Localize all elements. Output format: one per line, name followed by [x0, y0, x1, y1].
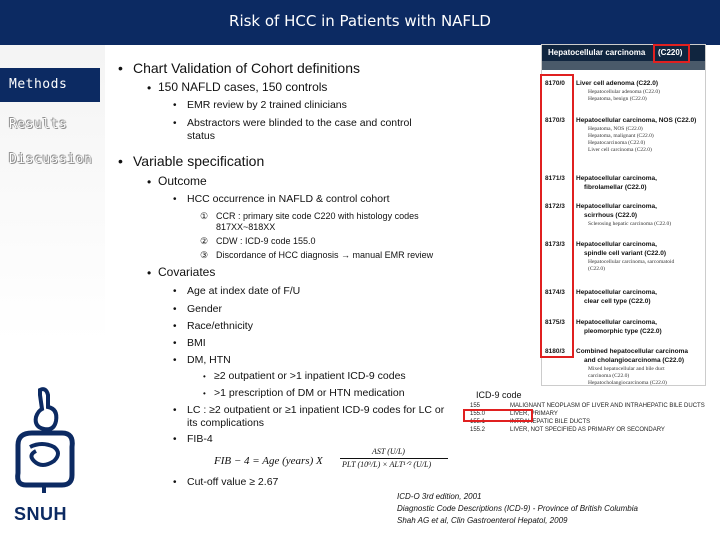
icdo-description: Liver cell adenoma (C22.0) [576, 80, 659, 87]
reference-3: Shah AG et al, Clin Gastroenterol Hepatol, 2009 [397, 516, 568, 525]
bullet-icon: • [173, 304, 177, 315]
text-emr-review: EMR review by 2 trained clinicians [187, 99, 347, 111]
highlight-box [653, 44, 690, 63]
nav-item-methods[interactable]: Methods [9, 77, 68, 92]
icdo-code: 8171/3 [545, 175, 565, 182]
icdo-synonym: carcinoma (C22.0) [588, 373, 630, 379]
icdo-code: 8180/3 [545, 348, 565, 355]
icdo-synonym: Hepatoma, benign (C22.0) [588, 96, 647, 102]
text-lc: LC : ≥2 outpatient or ≥1 inpatient ICD-9 codes for LC or [187, 404, 445, 416]
digestive-system-icon [10, 385, 80, 495]
bullet-icon: • [173, 434, 177, 445]
text-cases: 150 NAFLD cases, 150 controls [158, 80, 328, 94]
text-outcome: Outcome [158, 174, 207, 188]
text-ccr: CCR : primary site code C220 with histology codes [216, 211, 419, 221]
icd9-description: LIVER, NOT SPECIFIED AS PRIMARY OR SECONDARY [510, 427, 665, 433]
icdo-code: 8173/3 [545, 241, 565, 248]
reference-2: Diagnostic Code Descriptions (ICD-9) - Province of British Columbia [397, 504, 638, 513]
formula-denominator: PLT (10⁹/L) × ALT¹ᐟ² (U/L) [342, 460, 432, 469]
bullet-icon: • [173, 355, 177, 366]
text-hcc-occurrence: HCC occurrence in NAFLD & control cohort [187, 193, 390, 205]
icdo-synonym: Mixed hepatocellular and bile duct [588, 366, 665, 372]
icdo-synonym: (C22.0) [588, 266, 605, 272]
icdo-synonym: Hepatoma, malignant (C22.0) [588, 133, 654, 139]
highlight-box [540, 74, 574, 358]
icdo-description: Hepatocellular carcinoma, [576, 241, 657, 248]
icdo-description: Hepatocellular carcinoma, [576, 175, 657, 182]
bullet-icon: • [173, 118, 177, 129]
icdo-synonym: Hepatocholangiocarcinoma (C22.0) [588, 380, 667, 386]
text-ccr-cont: 817XX~818XX [216, 222, 276, 232]
icdo-code: 8174/3 [545, 289, 565, 296]
text-dm-prescription: >1 prescription of DM or HTN medication [214, 387, 405, 399]
icdo-code: 8172/3 [545, 203, 565, 210]
references [397, 491, 638, 527]
icd9-code: 155.0 [470, 411, 486, 417]
text-cdw: CDW : ICD-9 code 155.0 [216, 236, 316, 246]
icdo-description: Hepatocellular carcinoma, [576, 203, 657, 210]
nav-item-results[interactable]: Results [9, 117, 68, 132]
bullet-icon: • [118, 60, 123, 76]
icdo-synonym: Sclerosing hepatic carcinoma (C22.0) [588, 221, 672, 227]
text-fib4: FIB-4 [187, 433, 213, 445]
icdo-description-cont: and cholangiocarcinoma (C22.0) [584, 357, 685, 364]
num-3: ③ [200, 250, 209, 260]
icdo-synonym: Hepatocarcinoma (C22.0) [588, 140, 646, 146]
bullet-icon: • [173, 100, 177, 111]
num-2: ② [200, 236, 209, 246]
icd9-description: LIVER, PRIMARY [510, 411, 558, 417]
heading-chart-validation: Chart Validation of Cohort definitions [133, 60, 360, 76]
icd9-code: 155.1 [470, 419, 486, 425]
icdo-description-cont: clear cell type (C22.0) [584, 298, 651, 305]
bullet-icon: • [173, 477, 177, 488]
icdo-code: 8175/3 [545, 319, 565, 326]
icd9-label: ICD-9 code [476, 390, 522, 400]
text-bmi: BMI [187, 337, 206, 349]
icdo-description: Hepatocellular carcinoma, NOS (C22.0) [576, 117, 697, 124]
highlight-box [463, 409, 533, 422]
title-bar [0, 0, 720, 45]
bullet-icon: • [147, 81, 152, 95]
icd9-description: INTRAHEPATIC BILE DUCTS [510, 419, 591, 425]
text-gender: Gender [187, 303, 223, 315]
icd9-code: 155 [470, 403, 481, 409]
icdo-synonym: Liver cell carcinoma (C22.0) [588, 147, 652, 153]
icdo-description-cont: scirrhous (C22.0) [584, 212, 638, 219]
text-covariates: Covariates [158, 265, 216, 279]
text-cutoff: Cut-off value ≥ 2.67 [187, 476, 279, 488]
text-abstractors-cont: status [187, 130, 216, 142]
reference-1: ICD-O 3rd edition, 2001 [397, 492, 482, 501]
formula-lhs: FIB − 4 = Age (years) X [214, 455, 323, 467]
icdo-description-cont: fibrolamellar (C22.0) [584, 184, 647, 191]
bullet-icon: • [173, 321, 177, 332]
slide-title: Risk of HCC in Patients with NAFLD [229, 12, 491, 30]
icdo-header-label: Hepatocellular carcinoma [548, 48, 646, 57]
icdo-description: Combined hepatocellular carcinoma [576, 348, 688, 355]
bullet-icon: • [173, 286, 177, 297]
icdo-code: 8170/0 [545, 80, 565, 87]
icdo-description-cont: spindle cell variant (C22.0) [584, 250, 667, 257]
nav-item-discussion[interactable]: Discussion [9, 152, 93, 167]
icdo-code: 8170/3 [545, 117, 565, 124]
bullet-icon: • [203, 389, 206, 398]
formula-numerator: AST (U/L) [372, 447, 405, 456]
text-dm-htn: DM, HTN [187, 354, 231, 366]
icdo-synonym: Hepatoma, NOS (C22.0) [588, 126, 643, 132]
icd9-description: MALIGNANT NEOPLASM OF LIVER AND INTRAHEPATIC BILE DUCTS [510, 403, 705, 409]
logo-text: SNUH [14, 504, 68, 524]
text-abstractors: Abstractors were blinded to the case and control [187, 117, 412, 129]
icdo-synonym: Hepatocellular carcinoma, sarcomatoid [588, 259, 675, 265]
icdo-synonym: Hepatocellular adenoma (C22.0) [588, 89, 660, 95]
formula-fraction-line [340, 458, 448, 459]
bullet-icon: • [173, 194, 177, 205]
bullet-icon: • [173, 338, 177, 349]
icd9-code: 155.2 [470, 427, 486, 433]
text-race: Race/ethnicity [187, 320, 253, 332]
bullet-icon: • [147, 266, 152, 280]
bullet-icon: • [173, 405, 177, 416]
heading-variable-spec: Variable specification [133, 153, 265, 169]
num-1: ① [200, 211, 209, 221]
icdo-description-cont: pleomorphic type (C22.0) [584, 328, 662, 335]
icdo-description: Hepatocellular carcinoma, [576, 289, 657, 296]
icdo-description: Hepatocellular carcinoma, [576, 319, 657, 326]
text-lc-cont: its complications [187, 417, 265, 429]
text-age: Age at index date of F/U [187, 285, 301, 297]
text-dm-codes: ≥2 outpatient or >1 inpatient ICD-9 codes [214, 370, 406, 382]
icdo-header-code: (C220) [658, 48, 683, 57]
bullet-icon: • [147, 175, 152, 189]
bullet-icon: • [118, 153, 123, 169]
text-discordance: Discordance of HCC diagnosis → manual EMR review [216, 250, 434, 260]
bullet-icon: • [203, 372, 206, 381]
